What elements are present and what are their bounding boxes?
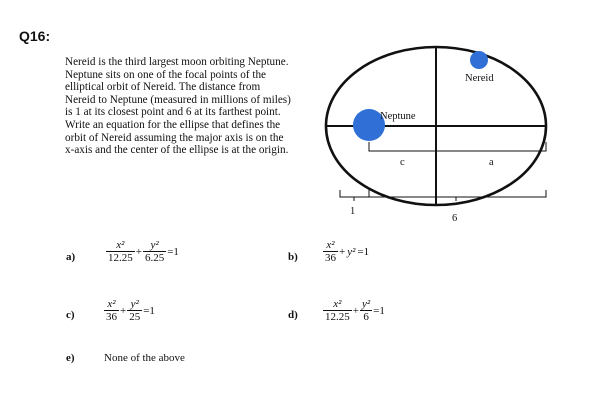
choice-a-term1	[106, 239, 135, 264]
question-number: Q16:	[19, 28, 51, 44]
choice-b-equation[interactable]	[323, 239, 370, 264]
choice-b-letter: b)	[288, 251, 298, 263]
choice-d-plus: +	[352, 304, 359, 317]
choice-b-rhs: =1	[357, 245, 370, 258]
problem-line: elliptical orbit of Nereid. The distance from	[65, 81, 261, 94]
c-label: c	[400, 157, 405, 168]
choice-a-term2-num: y²	[150, 239, 159, 251]
problem-line: Write an equation for the ellipse that defines the	[65, 118, 281, 131]
choice-d-term1-den: 12.25	[325, 311, 350, 323]
choice-b-term1-den: 36	[325, 252, 336, 264]
choice-c-rhs: =1	[143, 304, 155, 317]
problem-line: Nereid to Neptune (measured in millions of miles)	[65, 93, 291, 106]
problem-line: x-axis and the center of the ellipse is at the origin.	[65, 144, 289, 157]
distance-1-label: 1	[350, 206, 356, 217]
choice-a-plus: +	[135, 245, 142, 258]
choice-c-equation[interactable]	[104, 298, 156, 323]
choice-b-plus: +	[339, 245, 346, 258]
choice-d-term2	[360, 298, 372, 323]
choice-c-term2	[127, 298, 142, 323]
choice-a-term2-den: 6.25	[144, 252, 165, 264]
choice-d-equation[interactable]	[323, 298, 386, 323]
choice-c-term1	[104, 298, 119, 323]
choice-e-text[interactable]: None of the above	[104, 352, 185, 364]
choice-b-term1	[323, 239, 338, 264]
choice-c-term2-den: 25	[129, 311, 141, 323]
problem-line: Neptune sits on one of the focal points of the	[65, 68, 267, 81]
choice-d-term1	[323, 298, 352, 323]
a-bracket	[436, 142, 546, 151]
choice-a-term1-den: 12.25	[108, 252, 133, 264]
choice-b-term1-num: x²	[326, 239, 335, 251]
choice-e-letter: e)	[66, 352, 75, 364]
choice-a-term2	[143, 239, 166, 264]
nereid-label: Nereid	[465, 73, 494, 84]
choice-a-term1-num: x²	[116, 239, 125, 251]
choice-c-term1-den: 36	[106, 311, 117, 323]
choice-a-letter: a)	[66, 251, 76, 263]
choice-d-rhs: =1	[373, 304, 385, 317]
c-bracket	[369, 142, 436, 151]
distance-6-bracket	[369, 190, 546, 197]
choice-d-letter: d)	[288, 309, 298, 321]
problem-line: is 1 at its closest point and 6 at its farthest point.	[65, 106, 281, 119]
choice-a-rhs: =1	[167, 245, 179, 258]
distance-1-bracket	[340, 190, 369, 197]
choice-d-term1-num: x²	[333, 298, 342, 310]
choice-b-term2: y²	[347, 245, 356, 258]
choice-a-equation[interactable]	[106, 239, 180, 264]
problem-line: Nereid is the third largest moon orbiting Neptune.	[65, 56, 289, 68]
nereid-moon	[470, 51, 488, 69]
choice-d-term2-num: y²	[361, 298, 371, 310]
distance-6-label: 6	[452, 213, 458, 224]
neptune-label: Neptune	[380, 111, 416, 122]
a-label: a	[489, 157, 494, 168]
choice-d-term2-den: 6	[360, 310, 372, 323]
choice-c-plus: +	[120, 304, 127, 317]
choice-c-term2-num: y²	[130, 298, 139, 310]
choice-c-term1-num: x²	[107, 298, 116, 310]
problem-line: orbit of Nereid assuming the major axis is on the	[65, 131, 284, 144]
choice-c-letter: c)	[66, 309, 75, 321]
